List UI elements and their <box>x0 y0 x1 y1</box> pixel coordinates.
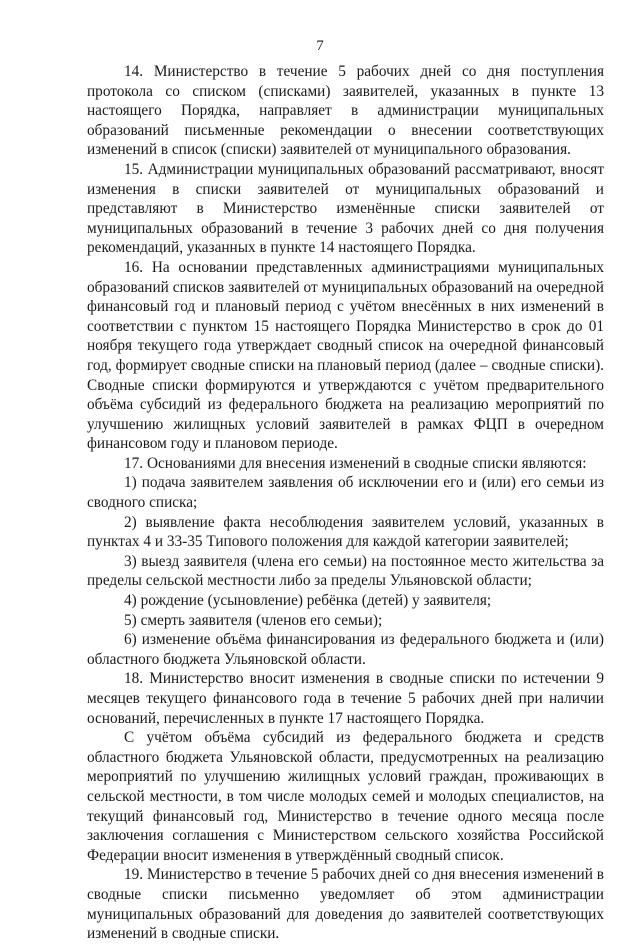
paragraph-18-continued: С учётом объёма субсидий из федерального бюджета и средств областного бюджета Ульяновской области, предусмотренных на реализацию мероприятий по улучшению жилищных условий граждан, проживающих в сельской местности, в том числе молодых семей и молодых специалистов, на текущий финансовый год, Министерство в течение одного месяца после заключения соглашения с Министерством сельского хозяйства Российской Федерации вносит изменения в утверждённый сводный список. <box>87 729 604 864</box>
paragraph-16: 16. На основании представленных администрациями муниципальных образований списков заявителей от муниципальных образований на очередной финансовый год и плановый период с учётом внесённых в них изменений в соответствии с пунктом 15 настоящего Порядка Министерство в срок до 01 ноября текущего года утверждает сводный список на очередной финансовый год, формирует сводные списки на плановый период (далее – сводные списки). Сводные списки формируются и утверждаются с учётом предварительного объёма субсидий из федерального бюджета на реализацию мероприятий по улучшению жилищных условий заявителей в рамках ФЦП в очередном финансовом году и плановом периоде. <box>87 258 604 453</box>
list-item-17-6: 6) изменение объёма финансирования из федерального бюджета и (или) областного бюджета Ульяновской области. <box>87 631 604 668</box>
list-item-17-1: 1) подача заявителем заявления об исключении его и (или) его семьи из сводного списка; <box>87 474 604 512</box>
page-number: 7 <box>316 38 324 54</box>
paragraph-17: 17. Основаниями для внесения изменений в сводные списки являются: <box>124 454 587 472</box>
paragraph-14: 14. Министерство в течение 5 рабочих дней со дня поступления протокола со списком (списками) заявителей, указанных в пункте 13 настоящего Порядка, направляет в администрации муниципальных образований письменные рекомендации о внесении соответствующих изменений в список (списки) заявителей от муниципального образования. <box>87 63 604 159</box>
paragraph-15: 15. Администрации муниципальных образований рассматривают, вносят изменения в списки заявителей от муниципальных образований и представляют в Министерство изменённые списки заявителей от муниципальных образований в течение 3 рабочих дней со дня получения рекомендаций, указанных в пункте 14 настоящего Порядка. <box>87 160 604 257</box>
paragraph-18: 18. Министерство вносит изменения в сводные списки по истечении 9 месяцев текущего финансового года в течение 5 рабочих дней при наличии оснований, перечисленных в пункте 17 настоящего Порядка. <box>87 670 604 727</box>
paragraph-19: 19. Министерство в течение 5 рабочих дней со дня внесения изменений в сводные списки письменно уведомляет об этом администрации муниципальных образований для доведения до заявителей соответствующих изменений в сводные списки. <box>87 866 604 943</box>
list-item-17-2: 2) выявление факта несоблюдения заявителем условий, указанных в пунктах 4 и 33-35 Типового положения для каждой категории заявителей; <box>87 513 604 551</box>
document-body <box>87 62 604 944</box>
list-item-17-5: 5) смерть заявителя (членов его семьи); <box>124 611 383 629</box>
list-item-17-4: 4) рождение (усыновление) ребёнка (детей) у заявителя; <box>124 592 492 610</box>
list-item-17-3: 3) выезд заявителя (члена его семьи) на постоянное место жительства за пределы сельской местности либо за пределы Ульяновской области; <box>87 552 604 590</box>
